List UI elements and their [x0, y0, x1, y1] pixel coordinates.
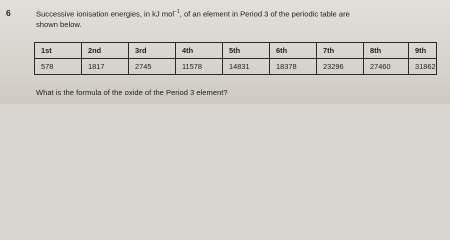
- value-cell: 14831: [223, 59, 270, 75]
- question-intro: [36, 7, 448, 30]
- value-cell: 31862: [409, 59, 437, 75]
- question-prompt: What is the formula of the oxide of the Period 3 element?: [36, 88, 228, 97]
- value-cell: 2745: [129, 59, 176, 75]
- ionisation-energy-table: [34, 42, 437, 75]
- intro-text-part1: Successive ionisation energies, in kJ mol: [36, 9, 175, 19]
- unit-exponent: −1: [174, 9, 180, 15]
- header-cell: 9th: [409, 43, 437, 59]
- intro-text-part2: , of an element in Period 3 of the periodic table are: [179, 9, 350, 19]
- value-cell: 27460: [364, 59, 409, 75]
- question-number: 6: [6, 8, 11, 18]
- value-cell: 18378: [270, 59, 317, 75]
- value-cell: 578: [35, 59, 82, 75]
- header-cell: 4th: [176, 43, 223, 59]
- worksheet-page: [0, 0, 450, 104]
- header-cell: 2nd: [82, 43, 129, 59]
- header-cell: 7th: [317, 43, 364, 59]
- header-cell: 6th: [270, 43, 317, 59]
- value-cell: 23296: [317, 59, 364, 75]
- header-cell: 5th: [223, 43, 270, 59]
- value-cell: 11578: [176, 59, 223, 75]
- header-cell: 8th: [364, 43, 409, 59]
- header-cell: 1st: [35, 43, 82, 59]
- intro-text-line2: shown below.: [36, 19, 82, 29]
- table-header-row: [35, 43, 437, 59]
- value-cell: 1817: [82, 59, 129, 75]
- header-cell: 3rd: [129, 43, 176, 59]
- table-row: [35, 59, 437, 75]
